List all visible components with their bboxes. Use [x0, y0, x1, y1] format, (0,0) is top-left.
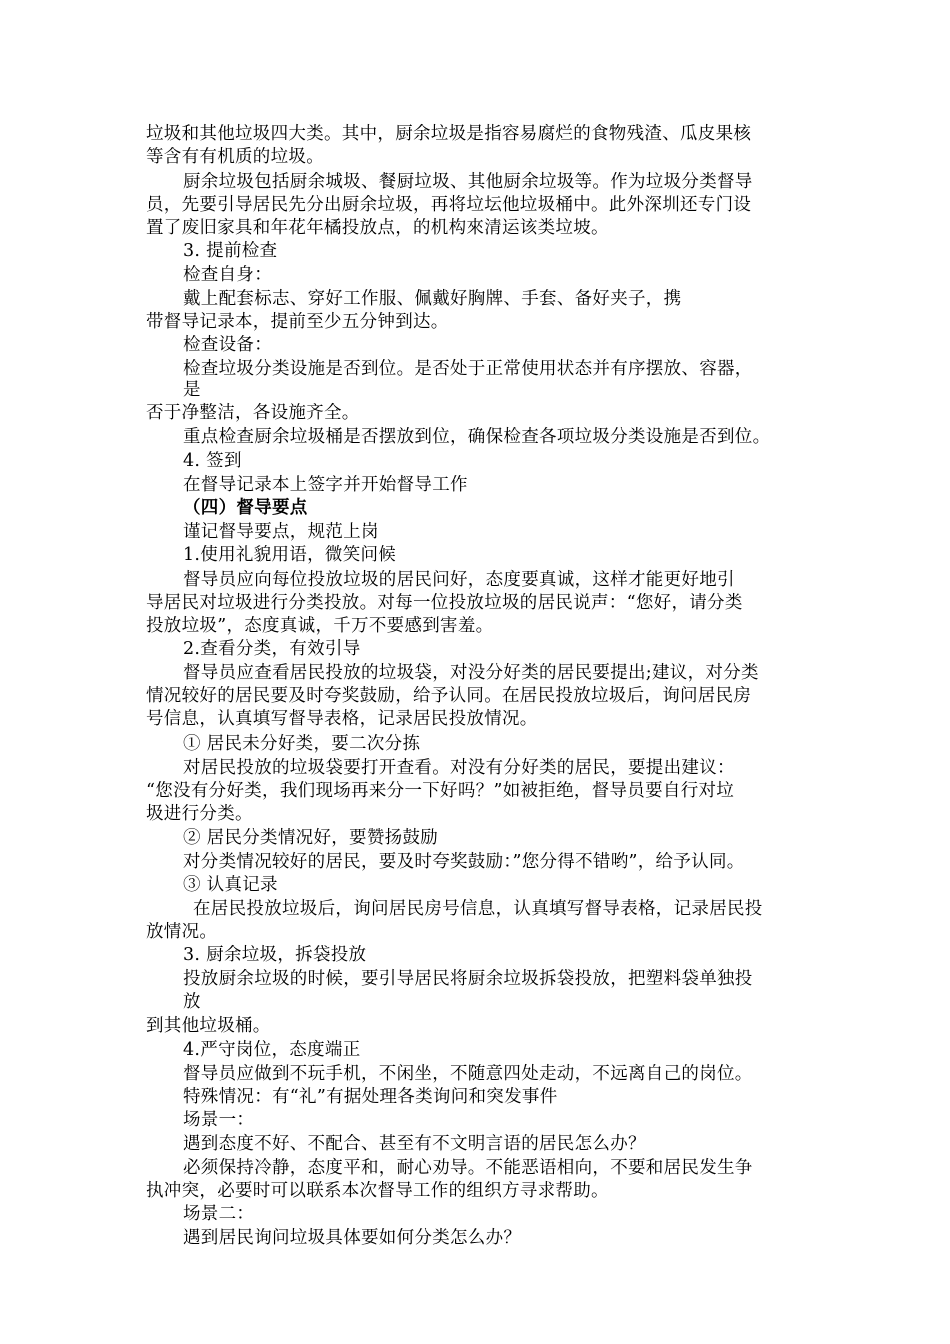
- text-line: 等含有有机质的垃圾。: [146, 147, 324, 167]
- text-line: 检查自身：: [183, 265, 272, 285]
- section-heading: 2.查看分类，有效引导: [183, 639, 361, 659]
- subsection-heading: ② 居民分类情况好，要赞扬鼓励: [183, 828, 439, 848]
- text-line: 员，先要引导居民先分出厨余垃圾，再将垃坛他垃圾桶中。此外深圳还专门设: [146, 195, 752, 215]
- section-heading: 4. 签到: [183, 451, 242, 471]
- text-line: 是: [183, 380, 201, 400]
- text-line: 场景一：: [183, 1110, 255, 1130]
- text-line: 投放垃圾”，态度真诚，千万不要感到害羞。: [146, 616, 494, 636]
- text-line: 戴上配套标志、穿好工作服、佩戴好胸牌、手套、备好夹子，携: [183, 289, 682, 309]
- text-line: 带督导记录本，提前至少五分钟到达。: [146, 312, 449, 332]
- section-heading: 4.严守岗位，态度端正: [183, 1040, 361, 1060]
- section-heading: 3. 提前检查: [183, 241, 278, 261]
- text-line: “您没有分好类，我们现场再来分一下好吗？”如被拒绝，督导员要自行对垃: [146, 781, 735, 801]
- text-line: 重点检查厨余垃圾桶是否摆放到位，确保检查各项垃圾分类设施是否到位。: [183, 427, 771, 447]
- text-line: 导居民对垃圾进行分类投放。对每一位投放垃圾的居民说声：“您好，请分类: [146, 593, 743, 613]
- text-line: 检查设备：: [183, 335, 272, 355]
- chapter-heading: （四）督导要点: [183, 498, 308, 518]
- text-line: 号信息，认真填写督导表格，记录居民投放情况。: [146, 709, 538, 729]
- text-line: 遇到居民询问垃圾具体要如何分类怎么办？: [183, 1228, 522, 1248]
- text-line: 厨余垃圾包括厨余城圾、餐厨垃圾、其他厨余垃圾等。作为垃圾分类督导: [183, 172, 753, 192]
- text-line: 在居民投放垃圾后，询问居民房号信息，认真填写督导表格，记录居民投: [193, 899, 763, 919]
- text-line: 在督导记录本上签字并开始督导工作: [183, 475, 468, 495]
- text-line: 放情况。: [146, 922, 218, 942]
- text-line: 谨记督导要点，规范上岗: [183, 522, 379, 542]
- text-line: 到其他垃圾桶。: [146, 1016, 271, 1036]
- text-line: 检查垃圾分类设施是否到位。是否处于正常使用状态并有序摆放、容器，: [183, 359, 753, 379]
- subsection-heading: ① 居民未分好类，要二次分拣: [183, 734, 421, 754]
- text-line: 情况较好的居民要及时夸奖鼓励，给予认同。在居民投放垃圾后，询问居民房: [146, 686, 752, 706]
- subsection-heading: ③ 认真记录: [183, 875, 278, 895]
- text-line: 否于净整洁，各设施齐全。: [146, 403, 360, 423]
- section-heading: 3. 厨余垃圾，拆袋投放: [183, 945, 367, 965]
- text-line: 遇到态度不好、不配合、甚至有不文明言语的居民怎么办？: [183, 1134, 646, 1154]
- text-line: 对居民投放的垃圾袋要打开查看。对没有分好类的居民，要提出建议：: [183, 758, 735, 778]
- text-line: 特殊情况：有“礼”有据处理各类询问和突发事件: [183, 1087, 558, 1107]
- text-line: 对分类情况较好的居民，要及时夸奖鼓励：”您分得不错哟”，给予认同。: [183, 852, 745, 872]
- text-line: 垃圾和其他垃圾四大类。其中，厨余垃圾是指容易腐烂的食物残渣、瓜皮果核: [146, 124, 752, 144]
- text-line: 圾进行分类。: [146, 804, 253, 824]
- text-line: 置了废旧家具和年花年橘投放点，的机构來清运该类垃坡。: [146, 218, 609, 238]
- text-line: 必须保持冷静，态度平和，耐心劝导。不能恶语相向，不要和居民发生争: [183, 1158, 753, 1178]
- text-line: 放: [183, 992, 201, 1012]
- text-line: 督导员应向每位投放垃圾的居民问好，态度要真诚，这样才能更好地引: [183, 570, 735, 590]
- text-line: 场景二：: [183, 1204, 255, 1224]
- text-line: 督导员应做到不玩手机，不闲坐，不随意四处走动，不远离自己的岗位。: [183, 1064, 753, 1084]
- text-line: 督导员应查看居民投放的垃圾袋，对没分好类的居民要提出;建议，对分类: [183, 663, 759, 683]
- text-line: 执冲突，必要时可以联系本次督导工作的组织方寻求帮助。: [146, 1181, 609, 1201]
- text-line: 投放厨余垃圾的时候，要引导居民将厨余垃圾拆袋投放，把塑料袋单独投: [183, 969, 753, 989]
- section-heading: 1.使用礼貌用语，微笑问候: [183, 545, 397, 565]
